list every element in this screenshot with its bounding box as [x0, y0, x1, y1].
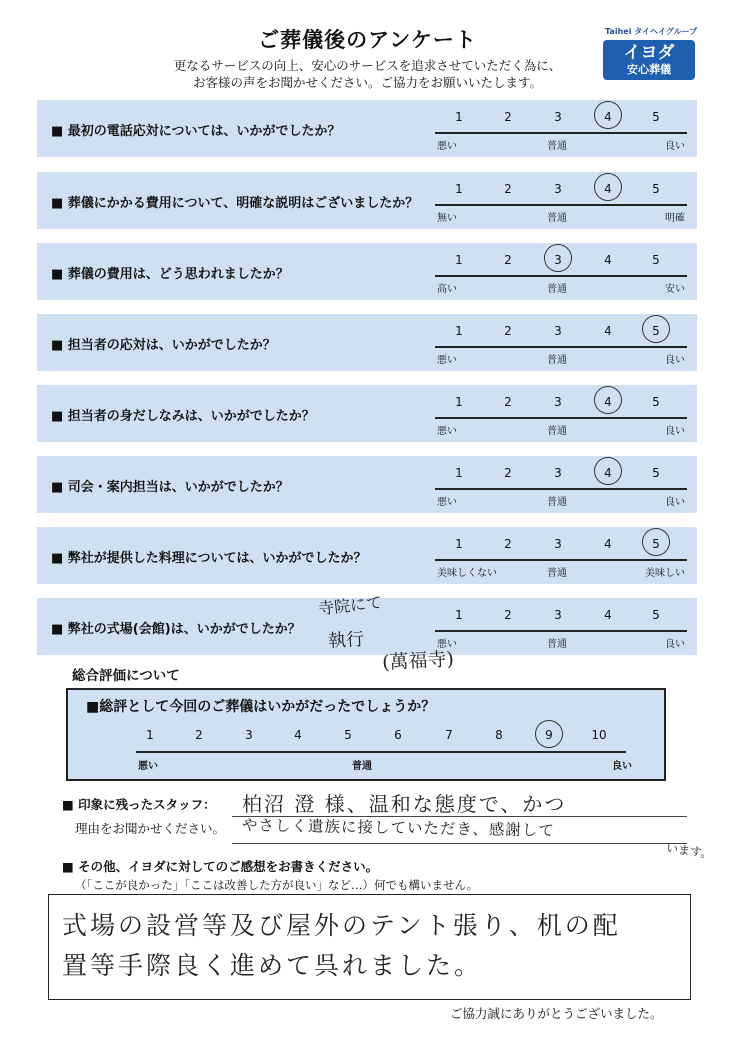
- scale-number[interactable]: 5: [652, 324, 660, 338]
- question-label: ■ 司会・案内担当は、いかがでしたか？: [51, 480, 289, 495]
- scale-number[interactable]: 2: [504, 182, 512, 196]
- overall-section-title: 総合評価について: [72, 668, 180, 684]
- scale-line: [435, 488, 687, 490]
- overall-low-caption: 悪い: [138, 761, 158, 772]
- q8-handwritten-note-3: (萬福寺): [381, 648, 455, 674]
- scale-number[interactable]: 5: [652, 182, 660, 196]
- comment-line-2: 置等手際良く進めて呉れました。: [62, 951, 483, 980]
- overall-question-label: ■総評として今回のご葬儀はいかがだったでしょうか？: [86, 699, 436, 715]
- overall-scale-number[interactable]: 3: [245, 728, 253, 742]
- selected-answer-circle: [639, 312, 672, 345]
- scale-low-caption: 悪い: [437, 497, 457, 508]
- selected-answer-circle: [639, 525, 672, 558]
- overall-scale-number[interactable]: 9: [545, 728, 553, 742]
- rating-scale: [435, 172, 687, 229]
- overall-scale-number[interactable]: 2: [195, 728, 203, 742]
- overall-rating-box: [66, 688, 666, 781]
- scale-number[interactable]: 4: [604, 537, 612, 551]
- scale-number[interactable]: 4: [604, 182, 612, 196]
- scale-high-caption: 明確: [665, 213, 685, 224]
- scale-number[interactable]: 1: [455, 182, 463, 196]
- scale-number[interactable]: 5: [652, 395, 660, 409]
- overall-scale-number[interactable]: 4: [294, 728, 302, 742]
- overall-selected-circle: [532, 717, 565, 750]
- scale-number[interactable]: 4: [604, 324, 612, 338]
- question-row: [37, 385, 697, 442]
- scale-low-caption: 高い: [437, 284, 457, 295]
- scale-number[interactable]: 3: [554, 537, 562, 551]
- overall-mid-caption: 普通: [352, 761, 372, 772]
- other-comments-label: ■ その他、イヨダに対してのご感想をお書きください。: [62, 859, 379, 874]
- scale-high-caption: 良い: [665, 426, 685, 437]
- scale-low-caption: 悪い: [437, 639, 457, 650]
- scale-number[interactable]: 4: [604, 466, 612, 480]
- staff-handwritten: 柏沼 澄 様、温和な態度で、かつ: [242, 792, 567, 816]
- thanks-text: ご協力誠にありがとうございました。: [450, 1006, 663, 1021]
- comment-handwritten: [62, 906, 682, 986]
- scale-number[interactable]: 2: [504, 466, 512, 480]
- scale-high-caption: 良い: [665, 497, 685, 508]
- question-label: ■ 担当者の身だしなみは、いかがでしたか？: [51, 409, 315, 424]
- rating-scale: [435, 385, 687, 442]
- scale-number[interactable]: 3: [554, 608, 562, 622]
- overall-scale-number[interactable]: 7: [445, 728, 453, 742]
- scale-mid-caption: 普通: [547, 639, 567, 650]
- reason-label: 理由をお聞かせください。: [75, 821, 226, 836]
- scale-number[interactable]: 2: [504, 608, 512, 622]
- rating-scale: [435, 243, 687, 300]
- scale-number[interactable]: 1: [455, 537, 463, 551]
- scale-low-caption: 無い: [437, 213, 457, 224]
- scale-number[interactable]: 5: [652, 537, 660, 551]
- scale-number[interactable]: 2: [504, 395, 512, 409]
- overall-high-caption: 良い: [612, 761, 632, 772]
- scale-number[interactable]: 1: [455, 608, 463, 622]
- scale-number[interactable]: 2: [504, 324, 512, 338]
- selected-answer-circle: [591, 170, 624, 203]
- scale-high-caption: 良い: [665, 639, 685, 650]
- reason-handwritten: やさしく遺族に接していただき、感謝して: [241, 816, 556, 840]
- scale-number[interactable]: 5: [652, 253, 660, 267]
- question-label: ■ 最初の電話応対については、いかがでしたか？: [51, 124, 341, 139]
- q8-handwritten-note-1: 寺院にて: [317, 592, 383, 619]
- question-row: [37, 172, 697, 229]
- scale-high-caption: 美味しい: [645, 568, 685, 579]
- scale-mid-caption: 普通: [547, 141, 567, 152]
- question-label: ■ 葬儀にかかる費用について、明確な説明はございましたか？: [51, 196, 419, 211]
- rating-scale: [435, 100, 687, 157]
- scale-line: [435, 275, 687, 277]
- rating-scale: [435, 527, 687, 584]
- company-logo: [603, 26, 698, 80]
- scale-number[interactable]: 4: [604, 110, 612, 124]
- scale-line: [435, 346, 687, 348]
- overall-scale-line: [136, 751, 626, 753]
- scale-line: [435, 417, 687, 419]
- scale-line: [435, 559, 687, 561]
- page-title: ご葬儀後のアンケート: [258, 28, 477, 52]
- overall-scale-number[interactable]: 5: [344, 728, 352, 742]
- brand-tagline: 安心葬儀: [627, 63, 671, 76]
- scale-low-caption: 悪い: [437, 426, 457, 437]
- brand-box: [603, 40, 695, 80]
- question-row: [37, 314, 697, 371]
- scale-number[interactable]: 2: [504, 253, 512, 267]
- scale-number[interactable]: 2: [504, 110, 512, 124]
- reason-handwritten-end: います。: [665, 840, 714, 862]
- scale-mid-caption: 普通: [547, 568, 567, 579]
- overall-scale-number[interactable]: 6: [394, 728, 402, 742]
- group-name: Taihei タイヘイグループ: [605, 27, 698, 36]
- scale-mid-caption: 普通: [547, 426, 567, 437]
- intro-line-1: 更なるサービスの向上、安心のサービスを追求させていただく為に、: [173, 58, 562, 73]
- scale-number[interactable]: 4: [604, 608, 612, 622]
- scale-mid-caption: 普通: [547, 355, 567, 366]
- scale-number[interactable]: 3: [554, 324, 562, 338]
- group-mark: [603, 26, 698, 37]
- scale-number[interactable]: 3: [554, 110, 562, 124]
- scale-number[interactable]: 1: [455, 324, 463, 338]
- other-comments-hint: （「ここが良かった」「ここは改善した方が良い」など…）何でも構いません。: [75, 878, 479, 892]
- scale-number[interactable]: 5: [652, 466, 660, 480]
- intro-line-2: お客様の声をお聞かせください。ご協力をお願いいたします。: [192, 75, 542, 90]
- staff-label: ■ 印象に残ったスタッフ：: [62, 797, 216, 812]
- scale-high-caption: 安い: [665, 284, 685, 295]
- overall-scale-number[interactable]: 10: [591, 728, 607, 742]
- selected-answer-circle: [591, 454, 624, 487]
- scale-line: [435, 132, 687, 134]
- question-row: [37, 456, 697, 513]
- scale-number[interactable]: 3: [554, 466, 562, 480]
- scale-number[interactable]: 1: [455, 466, 463, 480]
- scale-number[interactable]: 1: [455, 110, 463, 124]
- question-label: ■ 弊社が提供した料理については、いかがでしたか？: [51, 551, 367, 566]
- scale-low-caption: 悪い: [437, 141, 457, 152]
- brand-name: イヨダ: [623, 43, 675, 63]
- scale-mid-caption: 普通: [547, 497, 567, 508]
- scale-number[interactable]: 1: [455, 253, 463, 267]
- scale-number[interactable]: 3: [554, 182, 562, 196]
- overall-scale-number[interactable]: 1: [146, 728, 154, 742]
- reason-underline: [232, 843, 687, 844]
- scale-number[interactable]: 4: [604, 253, 612, 267]
- scale-low-caption: 美味しくない: [437, 568, 497, 579]
- scale-number[interactable]: 3: [554, 253, 562, 267]
- overall-scale-number[interactable]: 8: [495, 728, 503, 742]
- q8-handwritten-note-2: 執行: [327, 629, 365, 652]
- scale-number[interactable]: 5: [652, 110, 660, 124]
- scale-high-caption: 良い: [665, 355, 685, 366]
- overall-scale: [136, 724, 632, 774]
- scale-number[interactable]: 2: [504, 537, 512, 551]
- question-row: [37, 243, 697, 300]
- scale-number[interactable]: 5: [652, 608, 660, 622]
- scale-high-caption: 良い: [665, 141, 685, 152]
- question-row: [37, 100, 697, 157]
- selected-answer-circle: [591, 98, 624, 131]
- question-label: ■ 担当者の応対は、いかがでしたか？: [51, 338, 276, 353]
- scale-number[interactable]: 3: [554, 395, 562, 409]
- rating-scale: [435, 456, 687, 513]
- scale-line: [435, 204, 687, 206]
- selected-answer-circle: [541, 241, 574, 274]
- question-label: ■ 弊社の式場(会館)は、いかがでしたか？: [51, 622, 301, 637]
- scale-number[interactable]: 4: [604, 395, 612, 409]
- scale-number[interactable]: 1: [455, 395, 463, 409]
- scale-line: [435, 630, 687, 632]
- scale-mid-caption: 普通: [547, 213, 567, 224]
- scale-mid-caption: 普通: [547, 284, 567, 295]
- rating-scale: [435, 314, 687, 371]
- scale-low-caption: 悪い: [437, 355, 457, 366]
- question-label: ■ 葬儀の費用は、どう思われましたか？: [51, 267, 289, 282]
- selected-answer-circle: [591, 383, 624, 416]
- question-row: [37, 527, 697, 584]
- rating-scale: [435, 598, 687, 655]
- comment-line-1: 式場の設営等及び屋外のテント張り、机の配: [62, 911, 621, 940]
